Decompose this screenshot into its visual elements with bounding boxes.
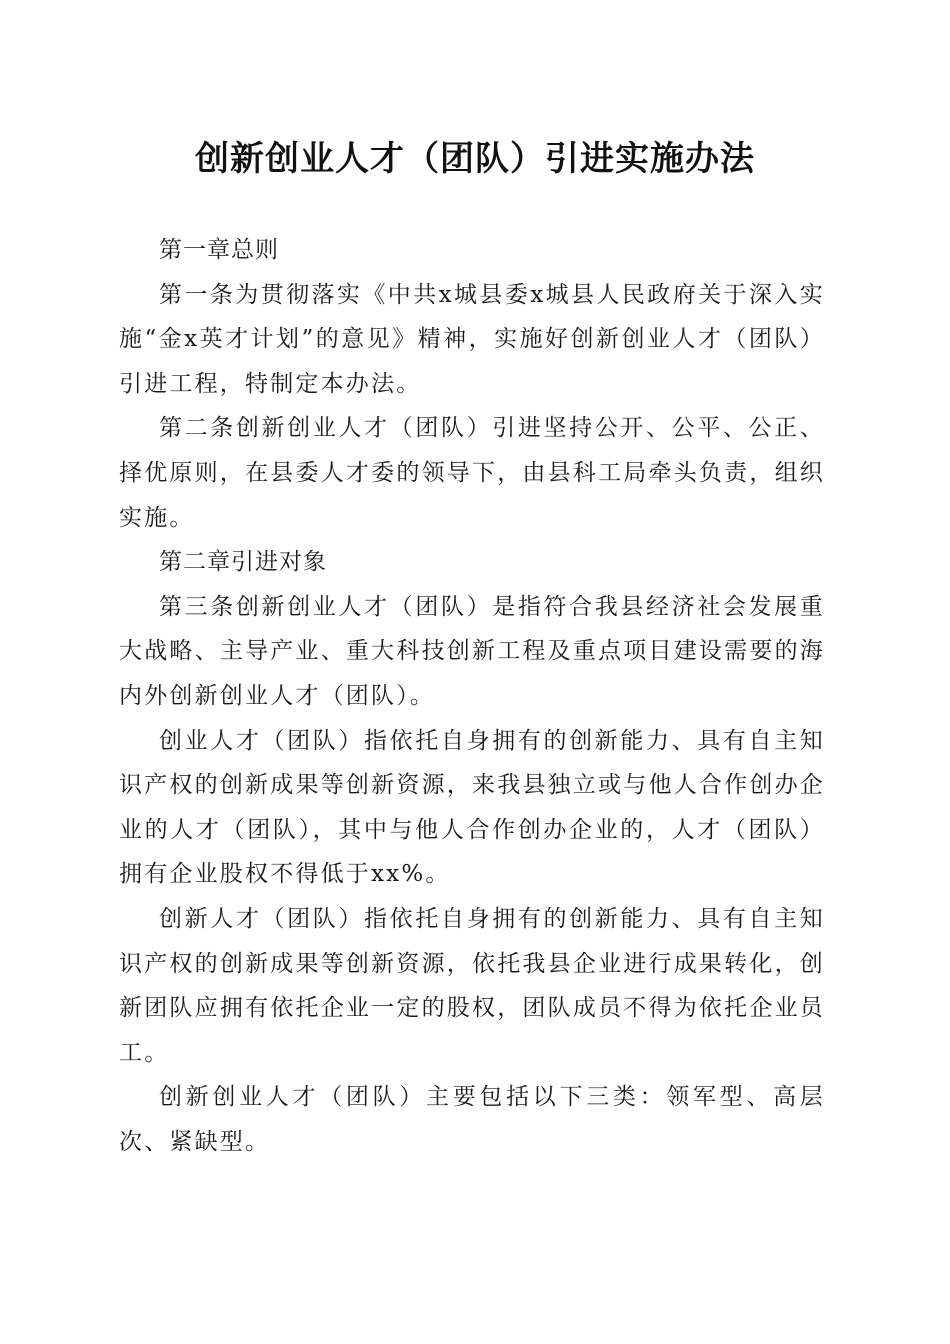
body-paragraph: 创业人才（团队）指依托自身拥有的创新能力、具有自主知识产权的创新成果等创新资源，来我县独立或与他人合作创办企业的人才（团队），其中与他人合作创办企业的，人才（团队）拥有企业股权不得低于xx%。 [119, 727, 825, 888]
article-paragraph: 第二条创新创业人才（团队）引进坚持公开、公平、公正、择优原则，在县委人才委的领导下，由县科工局牵头负责，组织实施。 [119, 415, 825, 531]
chapter-heading: 第一章总则 [159, 237, 279, 263]
chapter-heading: 第二章引进对象 [159, 549, 327, 576]
article-paragraph: 第三条创新创业人才（团队）是指符合我县经济社会发展重大战略、主导产业、重大科技创新工程及重点项目建设需要的海内外创新创业人才（团队）。 [119, 593, 825, 709]
document-body [119, 228, 825, 1164]
body-paragraph: 创新人才（团队）指依托自身拥有的创新能力、具有自主知识产权的创新成果等创新资源，依托我县企业进行成果转化，创新团队应拥有依托企业一定的股权，团队成员不得为依托企业员工。 [119, 905, 825, 1066]
body-paragraph: 创新创业人才（团队）主要包括以下三类：领军型、高层次、紧缺型。 [119, 1084, 825, 1155]
document-title: 创新创业人才（团队）引进实施办法 [195, 139, 755, 179]
article-paragraph: 第一条为贯彻落实《中共x城县委x城县人民政府关于深入实施“金x英才计划”的意见》精神，实施好创新创业人才（团队）引进工程，特制定本办法。 [119, 281, 825, 397]
